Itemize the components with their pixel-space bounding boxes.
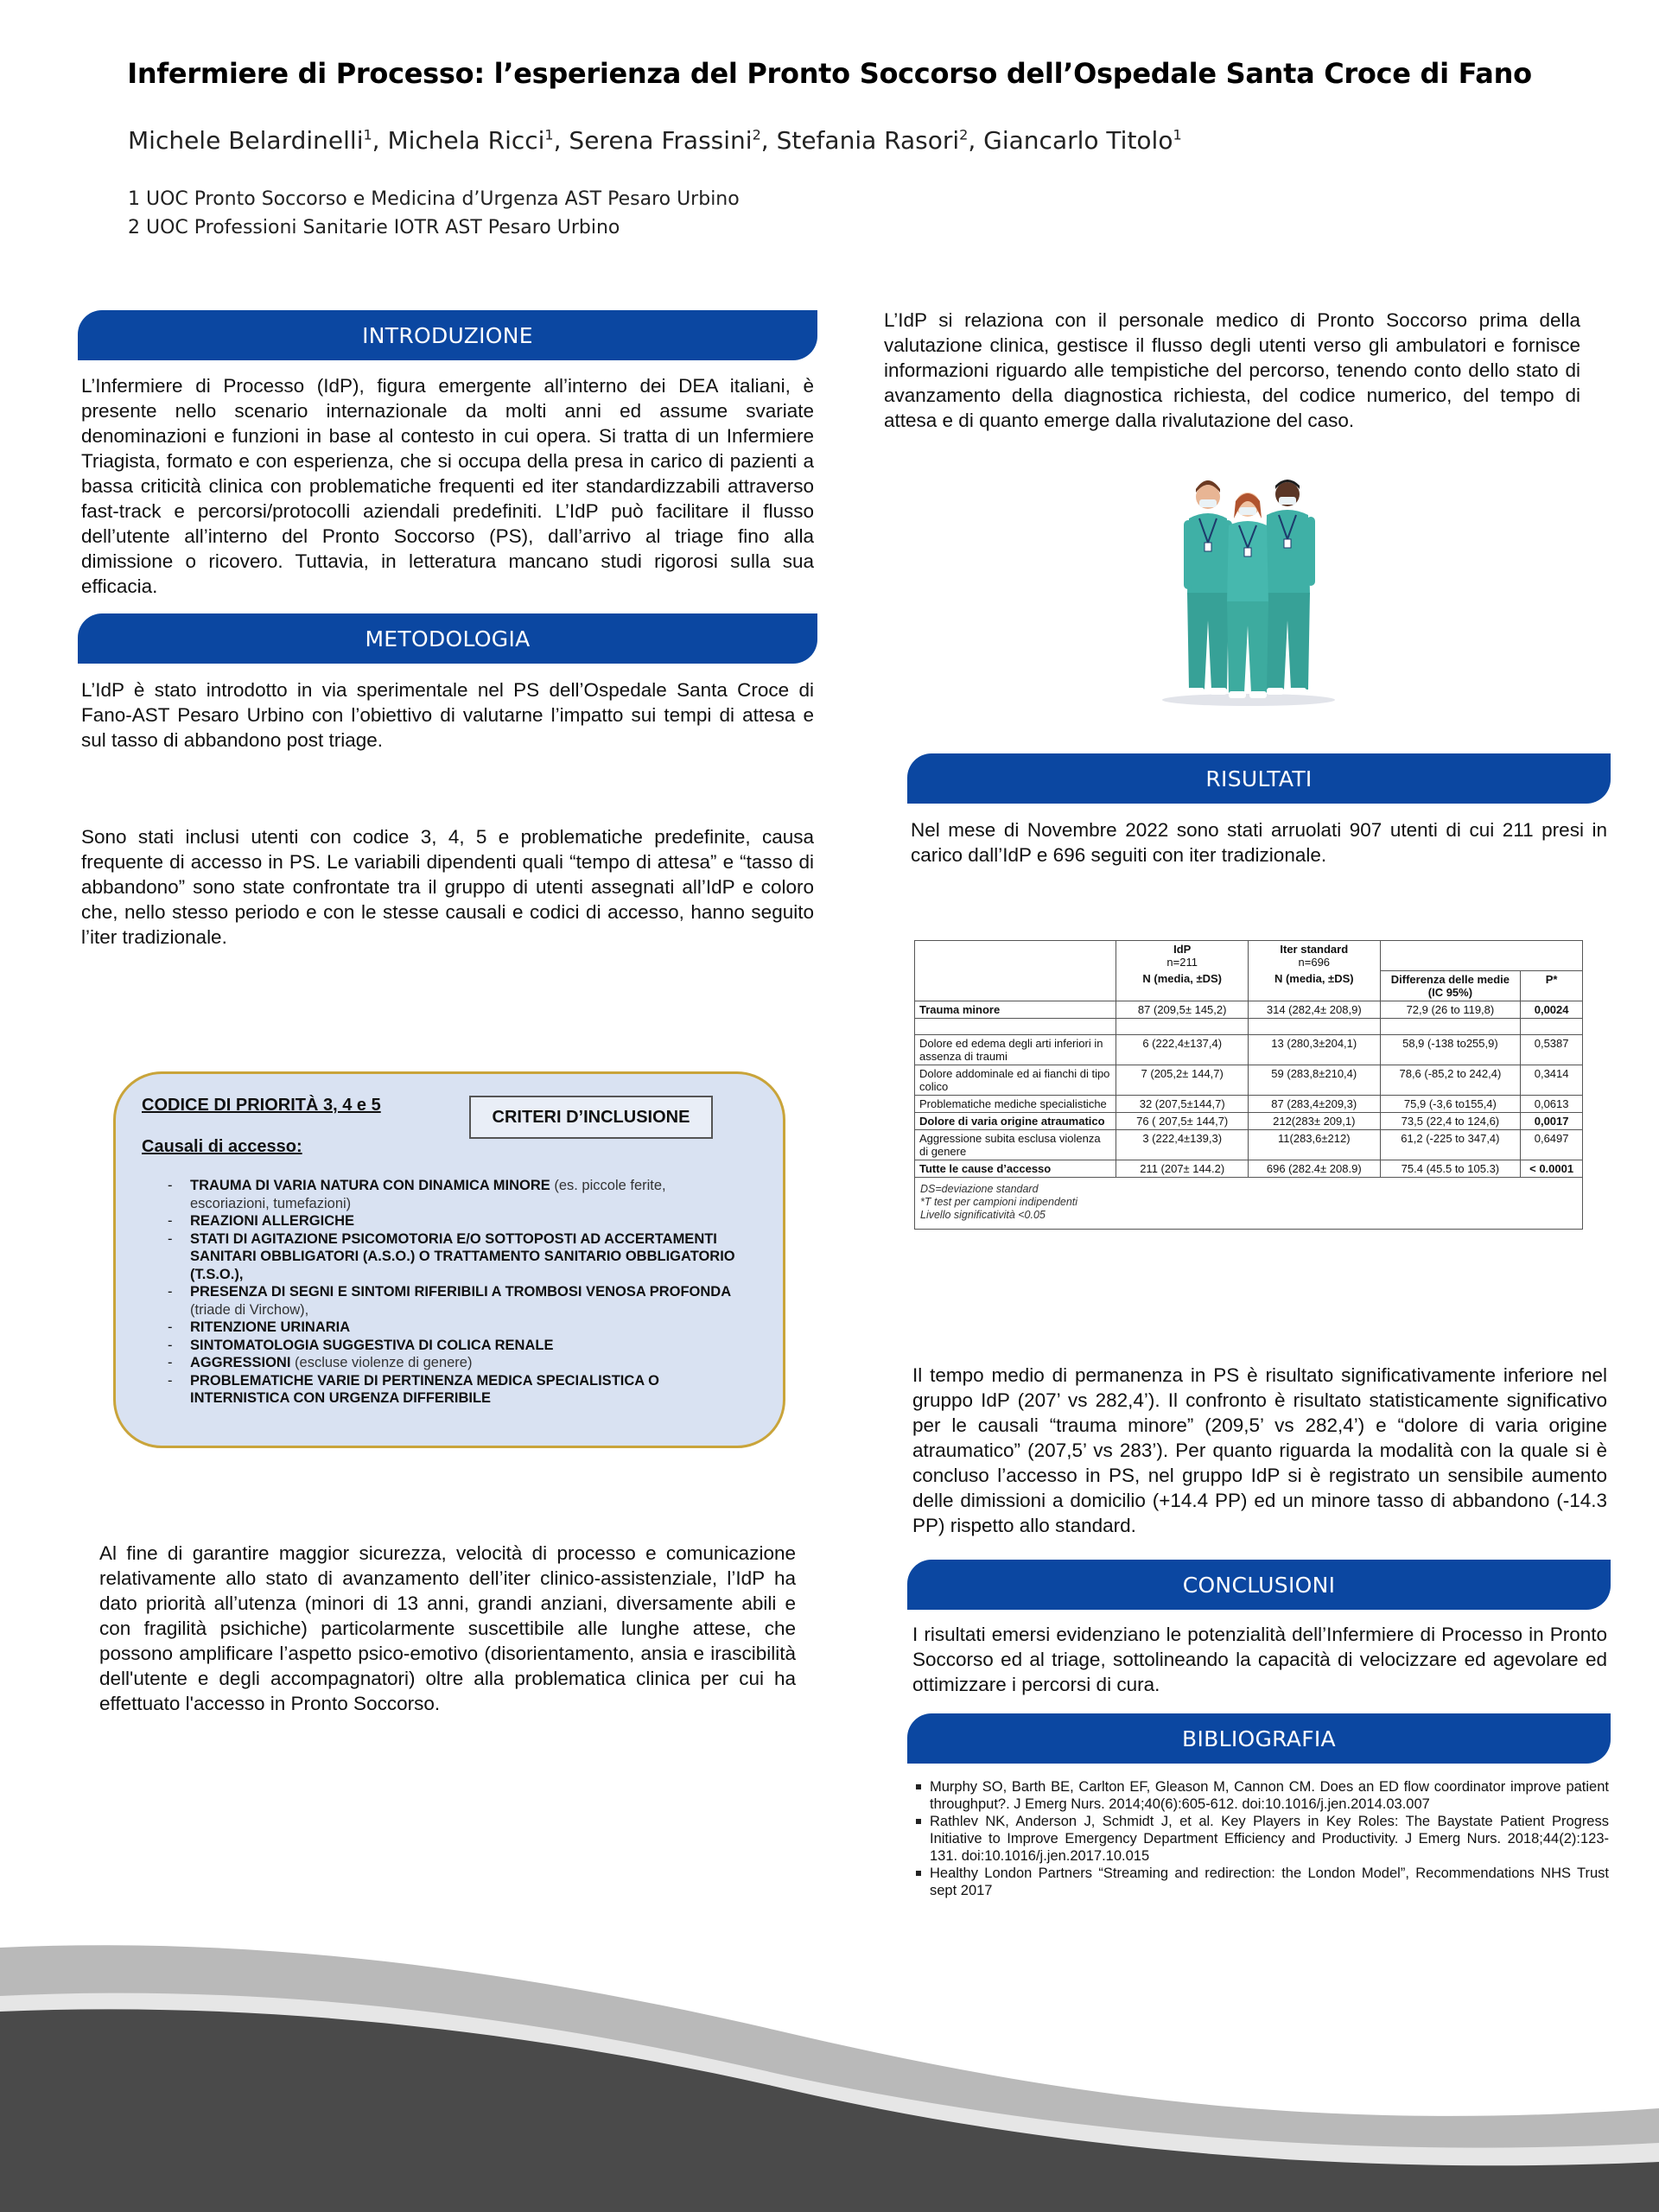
table-cell: 87 (283,4±209,3)	[1248, 1095, 1380, 1112]
table-cell: Dolore di varia origine atraumatico	[915, 1112, 1116, 1129]
conclusioni-text: I risultati emersi evidenziano le potenzialità dell’Infermiere di Processo in Pronto Soccorso ed al triage, sottolineando la capacità di velocizzare ed agevolare ed ottimizzare i percorsi di cura.	[912, 1624, 1607, 1695]
table-cell: 0,5387	[1521, 1034, 1583, 1065]
table-cell: 58,9 (-138 to255,9)	[1380, 1034, 1521, 1065]
table-subheader-std: N (media, ±DS)	[1248, 970, 1380, 1001]
bibliography-list	[914, 1778, 1609, 1899]
author-name: Michele Belardinelli	[128, 126, 364, 155]
access-causes-list	[152, 1177, 748, 1408]
table-header-empty	[915, 941, 1116, 971]
table-row	[915, 1112, 1583, 1129]
table-cell: 75,9 (-3,6 to155,4)	[1380, 1095, 1521, 1112]
list-item	[152, 1212, 748, 1230]
table-cell: 6 (222,4±137,4)	[1116, 1034, 1249, 1065]
right-intro-text: L’IdP si relaziona con il personale medico di Pronto Soccorso prima della valutazione clinica, gestisce il flusso degli utenti verso gli ambulatori e fornisce informazioni riguardo alle tempistiche del percorso, tenendo conto dello stato di avanzamento della diagnostica richiesta, del codice numerico, del tempo di attesa e di quanto emerge dalla rivalutazione del caso.	[884, 309, 1580, 431]
access-causes-heading: Causali di accesso:	[142, 1137, 302, 1156]
table-cell: Dolore ed edema degli arti inferiori in assenza di traumi	[915, 1034, 1116, 1065]
affiliation-1: 1 UOC Pronto Soccorso e Medicina d’Urgenza AST Pesaro Urbino	[128, 188, 740, 210]
table-cell: 211 (207± 144.2)	[1116, 1160, 1249, 1177]
list-item	[152, 1337, 748, 1355]
table-cell: 3 (222,4±139,3)	[1116, 1129, 1249, 1160]
author-name: Serena Frassini	[569, 126, 753, 155]
table-cell: 0,6497	[1521, 1129, 1583, 1160]
cause-label: TRAUMA DI VARIA NATURA CON DINAMICA MINORE	[190, 1178, 550, 1193]
list-item	[152, 1283, 748, 1319]
table-header-empty	[915, 970, 1116, 1001]
author-name: Stefania Rasori	[776, 126, 960, 155]
cause-label: STATI DI AGITAZIONE PSICOMOTORIA E/O SOTTOPOSTI AD ACCERTAMENTI SANITARI OBBLIGATORI (A.S.O.) O TRATTAMENTO SANITARIO OBBLIGATORIO (T.S.O.),	[190, 1230, 735, 1282]
table-row	[915, 1065, 1583, 1095]
table-cell: 75.4 (45.5 to 105.3)	[1380, 1160, 1521, 1177]
author-affiliation-number: 1	[363, 126, 372, 143]
metodologia-text-2: Sono stati inclusi utenti con codice 3, 4, 5 e problematiche predefinite, causa frequente di accesso in PS. Le variabili dipendenti quali “tempo di attesa” e “tasso di abbandono” sono state confrontate tra il gruppo di utenti assegnati all’IdP e coloro che, nello stesso periodo e con le stesse causali e codici di accesso, hanno seguito l’iter tradizionale.	[81, 826, 814, 948]
author-name: Michela Ricci	[387, 126, 545, 155]
table-subheader-idp: N (media, ±DS)	[1116, 970, 1249, 1001]
table-notes-row	[915, 1177, 1583, 1229]
table-cell: 0,0024	[1521, 1001, 1583, 1018]
list-item	[152, 1354, 748, 1372]
inclusion-criteria-title: CRITERI D’INCLUSIONE	[469, 1096, 713, 1139]
bibliography-item: Rathlev NK, Anderson J, Schmidt J, et al. Key Players in Key Roles: The Baystate Patient Progress Initiative to Improve Emergency Department Efficiency and Productivity. J Emerg Nurs. 2018;44(2):123-131. doi:10.1016/j.jen.2017.10.015	[914, 1813, 1609, 1865]
table-cell: 0,3414	[1521, 1065, 1583, 1095]
table-note: *T test per campioni indipendenti	[920, 1195, 1078, 1208]
risultati-heading: RISULTATI	[907, 753, 1611, 804]
table-spacer-row	[915, 1018, 1583, 1034]
table-cell: 0,0017	[1521, 1112, 1583, 1129]
table-header-idp-label: IdP	[1173, 943, 1192, 956]
affiliation-2: 2 UOC Professioni Sanitarie IOTR AST Pesaro Urbino	[128, 217, 620, 238]
cause-note: (triade di Virchow),	[190, 1301, 309, 1318]
nurses-illustration	[1149, 474, 1348, 711]
table-header-std	[1248, 941, 1380, 971]
table-cell: 13 (280,3±204,1)	[1248, 1034, 1380, 1065]
table-cell: Aggressione subita esclusa violenza di genere	[915, 1129, 1116, 1160]
table-cell: 32 (207,5±144,7)	[1116, 1095, 1249, 1112]
table-note: Livello significatività <0.05	[920, 1208, 1046, 1221]
table-cell: 212(283± 209,1)	[1248, 1112, 1380, 1129]
author-list: Michele Belardinelli$^1$, Michela Ricci$^1$, Serena Frassini$^2$, Stefania Rasori$^2$, Giancarlo Titolo$^1$	[128, 126, 1182, 155]
table-header-std-label: Iter standard	[1280, 943, 1349, 956]
table-row	[915, 1095, 1583, 1112]
author-affiliation-number: 1	[544, 126, 554, 143]
table-row	[915, 1160, 1583, 1177]
cause-label: AGGRESSIONI	[190, 1355, 291, 1370]
table-cell: 0,0613	[1521, 1095, 1583, 1112]
table-header-row	[915, 941, 1583, 971]
poster-title: Infermiere di Processo: l’esperienza del Pronto Soccorso dell’Ospedale Santa Croce di Fano	[127, 57, 1532, 90]
results-table	[914, 940, 1583, 1230]
cause-label: SINTOMATOLOGIA SUGGESTIVA DI COLICA RENALE	[190, 1337, 554, 1353]
author-name: Giancarlo Titolo	[983, 126, 1173, 155]
cause-label: RITENZIONE URINARIA	[190, 1319, 351, 1335]
list-item	[152, 1230, 748, 1284]
cause-note: (es. piccole ferite, escoriazioni, tumefazioni)	[190, 1178, 666, 1211]
table-row	[915, 1001, 1583, 1018]
table-cell: 87 (209,5± 145,2)	[1116, 1001, 1249, 1018]
introduzione-heading: INTRODUZIONE	[78, 310, 817, 360]
risultati-text-2: Il tempo medio di permanenza in PS è risultato significativamente inferiore nel gruppo IdP (207’ vs 282,4’). Il confronto è risultato statisticamente significativo per le causali “trauma minore” (209,5’ vs 282,4’) e “dolore di varia origine atraumatico” (207,5’ vs 283’). Per quanto riguarda la modalità con la quale si è concluso l’accesso in PS, nel gruppo IdP si è registrato un sensibile aumento delle dimissioni a domicilio (+14.4 PP) ed un minore tasso di abbandono (-14.3 PP) rispetto allo standard.	[912, 1364, 1607, 1536]
table-header-std-n: n=696	[1298, 956, 1331, 969]
table-note: DS=deviazione standard	[920, 1182, 1039, 1195]
author-affiliation-number: 1	[1173, 126, 1182, 143]
author-affiliation-number: 2	[959, 126, 969, 143]
table-cell: 61,2 (-225 to 347,4)	[1380, 1129, 1521, 1160]
table-cell: Problematiche mediche specialistiche	[915, 1095, 1116, 1112]
table-cell: Trauma minore	[915, 1001, 1116, 1018]
cause-note: (escluse violenze di genere)	[290, 1355, 473, 1370]
cause-label: PRESENZA DI SEGNI E SINTOMI RIFERIBILI A TROMBOSI VENOSA PROFONDA	[190, 1284, 732, 1300]
table-header-p: P*	[1521, 970, 1583, 1001]
list-item	[152, 1319, 748, 1337]
author-affiliation-number: 2	[752, 126, 761, 143]
table-cell: 7 (205,2± 144,7)	[1116, 1065, 1249, 1095]
table-row	[915, 1034, 1583, 1065]
introduzione-text: L’Infermiere di Processo (IdP), figura emergente all’interno dei DEA italiani, è presente nello scenario internazionale da molti anni ed assume svariate denominazioni e funzioni in base al contesto in cui opera. Si tratta di un Infermiere Triagista, formato e con esperienza, che si occupa della presa in carico di pazienti a bassa criticità clinica con problematiche frequenti ed iter standardizzabili attraverso fast-track e percorsi/protocolli aziendali predefiniti. L’IdP può facilitare il flusso dell’utente all’interno del Pronto Soccorso (PS), dall’arrivo al triage fino alla dimissione o ricovero. Tuttavia, in letteratura mancano studi rigorosi sulla sua efficacia.	[81, 375, 814, 597]
metodologia-heading: METODOLOGIA	[78, 613, 817, 664]
table-row	[915, 1129, 1583, 1160]
table-header-idp-n: n=211	[1166, 956, 1198, 969]
bibliography-item: Healthy London Partners “Streaming and redirection: the London Model”, Recommendations NHS Trust sept 2017	[914, 1865, 1609, 1899]
table-cell: 696 (282.4± 208.9)	[1248, 1160, 1380, 1177]
table-cell: 78,6 (-85,2 to 242,4)	[1380, 1065, 1521, 1095]
priority-code-heading: CODICE DI PRIORITÀ 3, 4 e 5	[142, 1096, 381, 1115]
list-item	[152, 1177, 748, 1212]
table-cell: 11(283,6±212)	[1248, 1129, 1380, 1160]
table-cell: 314 (282,4± 208,9)	[1248, 1001, 1380, 1018]
table-header-diff: Differenza delle medie (IC 95%)	[1380, 970, 1521, 1001]
list-item	[152, 1372, 748, 1408]
table-notes	[915, 1177, 1583, 1229]
table-cell: 76 ( 207,5± 144,7)	[1116, 1112, 1249, 1129]
table-cell: < 0.0001	[1521, 1160, 1583, 1177]
cause-label: REAZIONI ALLERGICHE	[190, 1213, 355, 1229]
table-cell: 72,9 (26 to 119,8)	[1380, 1001, 1521, 1018]
table-cell: Tutte le cause d’accesso	[915, 1160, 1116, 1177]
risultati-text-1: Nel mese di Novembre 2022 sono stati arruolati 907 utenti di cui 211 presi in carico dall’IdP e 696 seguiti con iter tradizionale.	[911, 819, 1607, 866]
table-cell: Dolore addominale ed ai fianchi di tipo colico	[915, 1065, 1116, 1095]
table-cell: 73,5 (22,4 to 124,6)	[1380, 1112, 1521, 1129]
metodologia-text-1: L’IdP è stato introdotto in via sperimentale nel PS dell’Ospedale Santa Croce di Fano-AST Pesaro Urbino con l’obiettivo di valutarne l’impatto sui tempi di attesa e sul tasso di abbandono post triage.	[81, 679, 814, 751]
conclusioni-heading: CONCLUSIONI	[907, 1560, 1611, 1610]
table-header-idp	[1116, 941, 1249, 971]
bibliography-item: Murphy SO, Barth BE, Carlton EF, Gleason M, Cannon CM. Does an ED flow coordinator improve patient throughput?. J Emerg Nurs. 2014;40(6):605-612. doi:10.1016/j.jen.2014.03.007	[914, 1778, 1609, 1813]
metodologia-text-3: Al fine di garantire maggior sicurezza, velocità di processo e comunicazione relativamente allo stato di avanzamento dell’iter clinico-assistenziale, l’IdP ha dato priorità all’utenza (minori di 13 anni, grandi anziani, diversamente abili e con fragilità psichiche) particolarmente suscettibile alle lunghe attese, che possono amplificare l’aspetto psico-emotivo (disorientamento, ansia e irascibilità dell'utente e degli accompagnatori) oltre alla problematica clinica per cui ha effettuato l'accesso in Pronto Soccorso.	[99, 1542, 796, 1714]
table-header-empty	[1380, 941, 1582, 971]
table-subheader-row	[915, 970, 1583, 1001]
bibliografia-heading: BIBLIOGRAFIA	[907, 1713, 1611, 1764]
cause-label: PROBLEMATICHE VARIE DI PERTINENZA MEDICA SPECIALISTICA O INTERNISTICA CON URGENZA DIFFERIBILE	[190, 1372, 659, 1406]
footer-waves	[0, 1936, 1659, 2212]
table-cell: 59 (283,8±210,4)	[1248, 1065, 1380, 1095]
